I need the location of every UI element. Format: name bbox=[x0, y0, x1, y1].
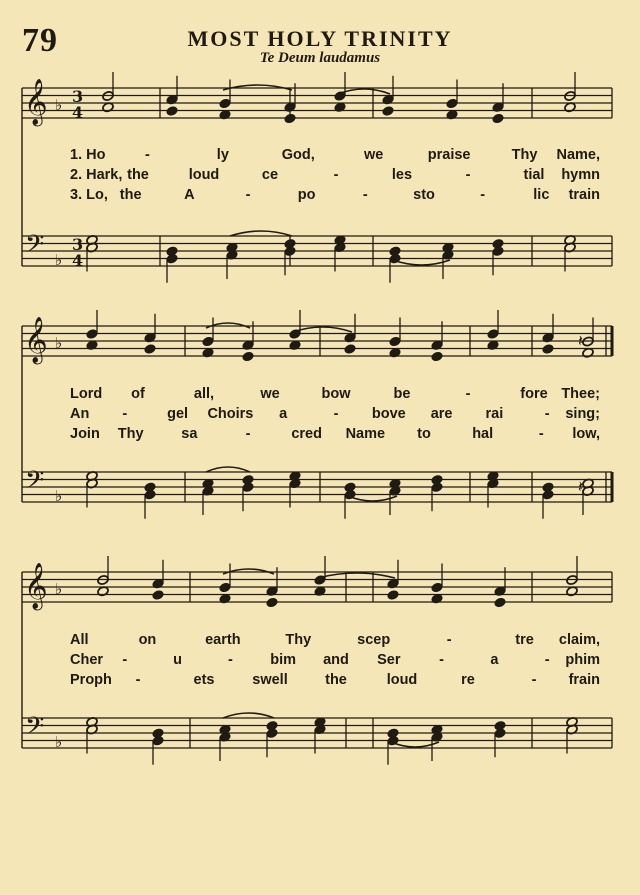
lyric-syllable: the bbox=[325, 672, 347, 688]
syllable-hyphen: - bbox=[538, 426, 544, 442]
lyric-syllable: Name, bbox=[556, 147, 600, 163]
lyric-syllable: ly bbox=[216, 147, 229, 163]
syllable-hyphen: - bbox=[135, 672, 141, 688]
hymn-number: 79 bbox=[22, 22, 58, 59]
note-head bbox=[284, 113, 296, 124]
lyric-syllable: bim bbox=[270, 652, 297, 668]
syllable-hyphen: - bbox=[544, 652, 550, 668]
lyric-syllable: the bbox=[127, 167, 149, 183]
lyric-syllable: 2. Hark, bbox=[70, 167, 123, 183]
tie-arc bbox=[230, 231, 292, 236]
lyric-syllable: a bbox=[490, 652, 499, 668]
note-head bbox=[542, 344, 554, 355]
time-signature-denominator: 4 bbox=[72, 103, 84, 122]
syllable-hyphen: - bbox=[122, 406, 128, 422]
lyric-syllable: rai bbox=[485, 406, 504, 422]
lyric-syllable: swell bbox=[252, 672, 288, 688]
lyric-syllable: and bbox=[323, 652, 349, 668]
lyric-syllable: A bbox=[184, 187, 195, 203]
lyric-syllable: hal bbox=[472, 426, 494, 442]
tie-arc bbox=[223, 713, 274, 718]
syllable-hyphen: - bbox=[333, 406, 339, 422]
lyric-syllable: sing; bbox=[565, 406, 600, 422]
key-signature-flat-icon: ♭ bbox=[55, 251, 63, 269]
hymn-subtitle: Te Deum laudamus bbox=[259, 50, 381, 66]
key-signature-flat-icon: ♭ bbox=[55, 487, 63, 505]
lyric-syllable: the bbox=[119, 187, 142, 203]
lyric-syllable: ets bbox=[193, 672, 215, 688]
lyric-syllable: frain bbox=[568, 672, 600, 688]
tie-arc bbox=[318, 573, 395, 578]
lyric-syllable: claim, bbox=[558, 632, 600, 648]
note-head bbox=[266, 597, 278, 608]
note-head bbox=[242, 351, 254, 362]
lyric-syllable: a bbox=[279, 406, 288, 422]
lyric-syllable: 1. Ho bbox=[70, 147, 106, 163]
note-head bbox=[344, 344, 356, 355]
lyric-syllable: All bbox=[70, 632, 89, 648]
treble-clef-icon: 𝄞 bbox=[24, 317, 48, 363]
tie-arc bbox=[338, 89, 390, 94]
treble-clef-icon: 𝄞 bbox=[24, 563, 48, 609]
syllable-hyphen: - bbox=[480, 187, 486, 203]
syllable-hyphen: - bbox=[245, 187, 251, 203]
lyric-syllable: scep bbox=[357, 632, 391, 648]
lyric-syllable: hymn bbox=[561, 167, 600, 183]
hymn-title: MOST HOLY TRINITY bbox=[187, 26, 453, 51]
note-head bbox=[494, 597, 506, 608]
lyric-syllable: Proph bbox=[70, 672, 112, 688]
lyric-syllable: to bbox=[417, 426, 431, 442]
lyric-syllable: we bbox=[364, 147, 384, 163]
syllable-hyphen: - bbox=[446, 632, 452, 648]
lyric-syllable: of bbox=[131, 386, 145, 402]
lyric-syllable: God, bbox=[281, 147, 315, 163]
lyric-syllable: bove bbox=[371, 406, 406, 422]
lyric-syllable: tial bbox=[523, 167, 545, 183]
note-head bbox=[387, 590, 399, 601]
lyric-syllable: we bbox=[260, 386, 280, 402]
lyric-syllable: bow bbox=[321, 386, 351, 402]
key-signature-flat-icon: ♭ bbox=[55, 580, 63, 598]
tie-arc bbox=[293, 327, 352, 332]
lyric-syllable: re bbox=[461, 672, 475, 688]
lyric-syllable: cred bbox=[291, 426, 322, 442]
lyric-syllable: low, bbox=[572, 426, 600, 442]
lyric-syllable: sto bbox=[413, 187, 435, 203]
bass-clef-icon: 𝄢 bbox=[25, 230, 45, 265]
lyric-syllable: sa bbox=[181, 426, 198, 442]
key-signature-flat-icon: ♭ bbox=[55, 733, 63, 751]
quarter-rest-icon: 𝄽 bbox=[578, 331, 583, 350]
lyric-syllable: be bbox=[393, 386, 411, 402]
lyric-syllable: Join bbox=[70, 426, 100, 442]
bass-clef-icon: 𝄢 bbox=[25, 712, 45, 747]
note-head bbox=[144, 344, 156, 355]
note-head bbox=[166, 106, 178, 117]
lyric-syllable: Thee; bbox=[561, 386, 600, 402]
lyric-syllable: An bbox=[70, 406, 90, 422]
tie-arc bbox=[393, 260, 450, 265]
bass-clef-icon: 𝄢 bbox=[25, 466, 45, 501]
time-signature-numerator: 3 bbox=[72, 87, 84, 106]
lyric-syllable: Choirs bbox=[207, 406, 254, 422]
syllable-hyphen: - bbox=[227, 652, 233, 668]
syllable-hyphen: - bbox=[465, 386, 471, 402]
lyric-syllable: Name bbox=[345, 426, 386, 442]
syllable-hyphen: - bbox=[465, 167, 471, 183]
tie-arc bbox=[206, 467, 250, 472]
lyric-syllable: Thy bbox=[285, 632, 312, 648]
lyric-syllable: les bbox=[391, 167, 413, 183]
lyric-syllable: lic bbox=[533, 187, 550, 203]
treble-clef-icon: 𝄞 bbox=[24, 79, 48, 125]
lyric-syllable: gel bbox=[167, 406, 189, 422]
lyric-syllable: train bbox=[568, 187, 600, 203]
lyric-syllable: Thy bbox=[511, 147, 538, 163]
lyric-syllable: po bbox=[297, 187, 316, 203]
lyric-syllable: tre bbox=[515, 632, 534, 648]
quarter-rest-icon: 𝄽 bbox=[578, 477, 583, 496]
lyric-syllable: phim bbox=[565, 652, 600, 668]
lyric-syllable: loud bbox=[386, 672, 418, 688]
syllable-hyphen: - bbox=[122, 652, 128, 668]
lyric-syllable: ce bbox=[261, 167, 279, 183]
syllable-hyphen: - bbox=[362, 187, 368, 203]
lyric-syllable: are bbox=[430, 406, 453, 422]
syllable-hyphen: - bbox=[439, 652, 445, 668]
lyric-syllable: all, bbox=[193, 386, 215, 402]
lyric-syllable: Thy bbox=[117, 426, 144, 442]
note-head bbox=[152, 590, 164, 601]
key-signature-flat-icon: ♭ bbox=[55, 334, 63, 352]
time-signature-denominator: 4 bbox=[72, 251, 84, 270]
lyric-syllable: Lord bbox=[70, 386, 103, 402]
lyric-syllable: Ser bbox=[377, 652, 401, 668]
lyric-syllable: earth bbox=[205, 632, 241, 648]
lyric-syllable: fore bbox=[520, 386, 548, 402]
lyric-syllable: praise bbox=[427, 147, 471, 163]
syllable-hyphen: - bbox=[333, 167, 339, 183]
time-signature-numerator: 3 bbox=[72, 235, 84, 254]
lyric-syllable: on bbox=[138, 632, 157, 648]
syllable-hyphen: - bbox=[544, 406, 550, 422]
syllable-hyphen: - bbox=[145, 147, 150, 163]
syllable-hyphen: - bbox=[531, 672, 537, 688]
note-head bbox=[431, 351, 443, 362]
note-head bbox=[492, 113, 504, 124]
syllable-hyphen: - bbox=[245, 426, 251, 442]
lyric-syllable: 3. Lo, bbox=[70, 187, 108, 203]
lyric-syllable: Cher bbox=[70, 652, 104, 668]
note-head bbox=[382, 106, 394, 117]
lyric-syllable: u bbox=[173, 652, 183, 668]
key-signature-flat-icon: ♭ bbox=[55, 96, 63, 114]
lyric-syllable: loud bbox=[188, 167, 220, 183]
